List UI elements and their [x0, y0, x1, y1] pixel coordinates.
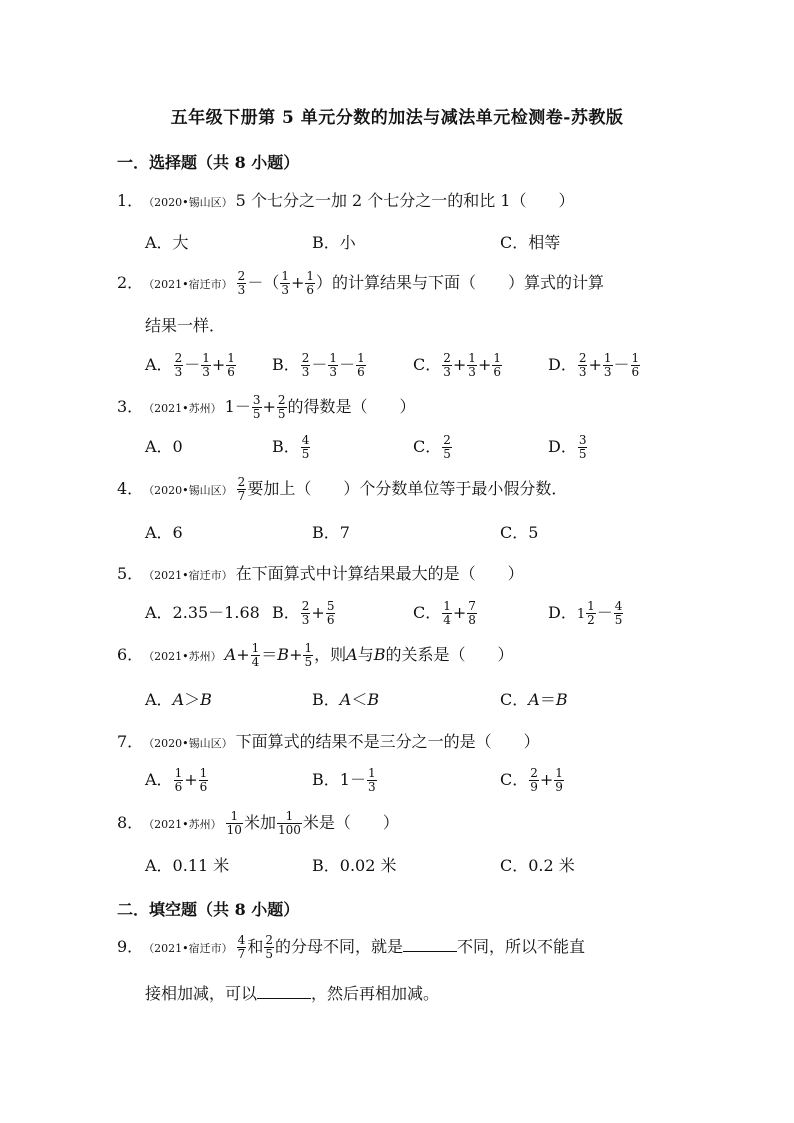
- q7-option-a[interactable]: A． $\frac{1}{6}$ + $\frac{1}{6}$: [145, 766, 208, 794]
- question-2: 2．（2021•宿迁市） $\frac{2}{3}$ －（ $\frac{1}{3}$ + $\frac{1}{6}$ ）的计算结果与下面（ ）算式的计算: [117, 269, 605, 297]
- q4-option-c[interactable]: C．5: [500, 523, 539, 542]
- q5-option-d[interactable]: D．1 $\frac{1}{2}$ － $\frac{4}{5}$: [548, 599, 623, 627]
- q6-option-c[interactable]: C．A＝B: [500, 690, 568, 709]
- question-9: 9．（2021•宿迁市） $\frac{4}{7}$ 和 $\frac{2}{5}$ 的分母不同，就是 不同，所以不能直: [117, 933, 585, 961]
- q1-option-b[interactable]: B．小: [312, 233, 356, 252]
- question-2-continued: 结果一样．: [145, 316, 226, 335]
- question-8: 8．（2021•苏州） $\frac{1}{10}$ 米加 $\frac{1}{100}$ 米是（ ）: [117, 809, 399, 837]
- q8-option-c[interactable]: C．0.2 米: [500, 856, 575, 875]
- q6-option-b[interactable]: B．A＜B: [312, 690, 380, 709]
- q4-option-b[interactable]: B．7: [312, 523, 350, 542]
- fraction: $\frac{2}{3}$: [237, 269, 246, 297]
- q5-option-a[interactable]: A．2.35－1.68: [145, 603, 260, 622]
- answer-blank[interactable]: [403, 933, 457, 952]
- q7-option-c[interactable]: C． $\frac{2}{9}$ + $\frac{1}{9}$: [500, 766, 563, 794]
- q2-option-d[interactable]: D． $\frac{2}{3}$ + $\frac{1}{3}$ － $\frac{1}{6}$: [548, 351, 640, 379]
- question-5: 5．（2021•宿迁市） 在下面算式中计算结果最大的是（ ）: [117, 564, 524, 583]
- question-6: 6．（2021•苏州） A+ $\frac{1}{4}$ ＝B+ $\frac{1}{5}$ ，则A与B的关系是（ ）: [117, 641, 514, 669]
- question-9-continued: 接相加减，可以 ，然后再相加减。: [145, 980, 439, 1006]
- q3-option-c[interactable]: C． $\frac{2}{5}$: [413, 433, 451, 461]
- section-heading-fill-blank: 二．填空题（共 8 小题）: [117, 900, 300, 919]
- q5-option-b[interactable]: B． $\frac{2}{3}$ + $\frac{5}{6}$: [272, 599, 335, 627]
- q8-option-b[interactable]: B．0.02 米: [312, 856, 397, 875]
- q2-option-b[interactable]: B． $\frac{2}{3}$ － $\frac{1}{3}$ － $\frac{1}{6}$: [272, 351, 365, 379]
- q7-option-b[interactable]: B．1－ $\frac{1}{3}$: [312, 766, 376, 794]
- section-heading-choice: 一．选择题（共 8 小题）: [117, 153, 300, 172]
- q3-option-b[interactable]: B． $\frac{4}{5}$: [272, 433, 310, 461]
- q8-option-a[interactable]: A．0.11 米: [145, 856, 230, 875]
- q1-option-c[interactable]: C．相等: [500, 233, 561, 252]
- q2-option-c[interactable]: C． $\frac{2}{3}$ + $\frac{1}{3}$ + $\frac{1}{6}$: [413, 351, 501, 379]
- page-title: 五年级下册第 5 单元分数的加法与减法单元检测卷-苏教版: [170, 108, 624, 128]
- question-3: 3．（2021•苏州） 1－ $\frac{3}{5}$ + $\frac{2}{5}$ 的得数是（ ）: [117, 393, 416, 421]
- fraction: $\frac{1}{6}$: [306, 269, 315, 297]
- question-1: 1．（2020•锡山区） 5 个七分之一加 2 个七分之一的和比 1（ ）: [117, 191, 575, 210]
- q1-option-a[interactable]: A．大: [145, 233, 189, 252]
- question-4: 4．（2020•锡山区） $\frac{2}{7}$ 要加上（ ）个分数单位等于最小假分数．: [117, 475, 568, 503]
- q6-option-a[interactable]: A．A＞B: [145, 690, 212, 709]
- q3-option-a[interactable]: A．0: [145, 437, 183, 456]
- answer-blank[interactable]: [257, 980, 311, 999]
- q4-option-a[interactable]: A．6: [145, 523, 183, 542]
- q5-option-c[interactable]: C． $\frac{1}{4}$ + $\frac{7}{8}$: [413, 599, 476, 627]
- question-7: 7．（2020•锡山区） 下面算式的结果不是三分之一的是（ ）: [117, 732, 540, 751]
- q2-option-a[interactable]: A． $\frac{2}{3}$ － $\frac{1}{3}$ + $\frac{1}{6}$: [145, 351, 235, 379]
- fraction: $\frac{1}{3}$: [281, 269, 289, 297]
- q3-option-d[interactable]: D． $\frac{3}{5}$: [548, 433, 587, 461]
